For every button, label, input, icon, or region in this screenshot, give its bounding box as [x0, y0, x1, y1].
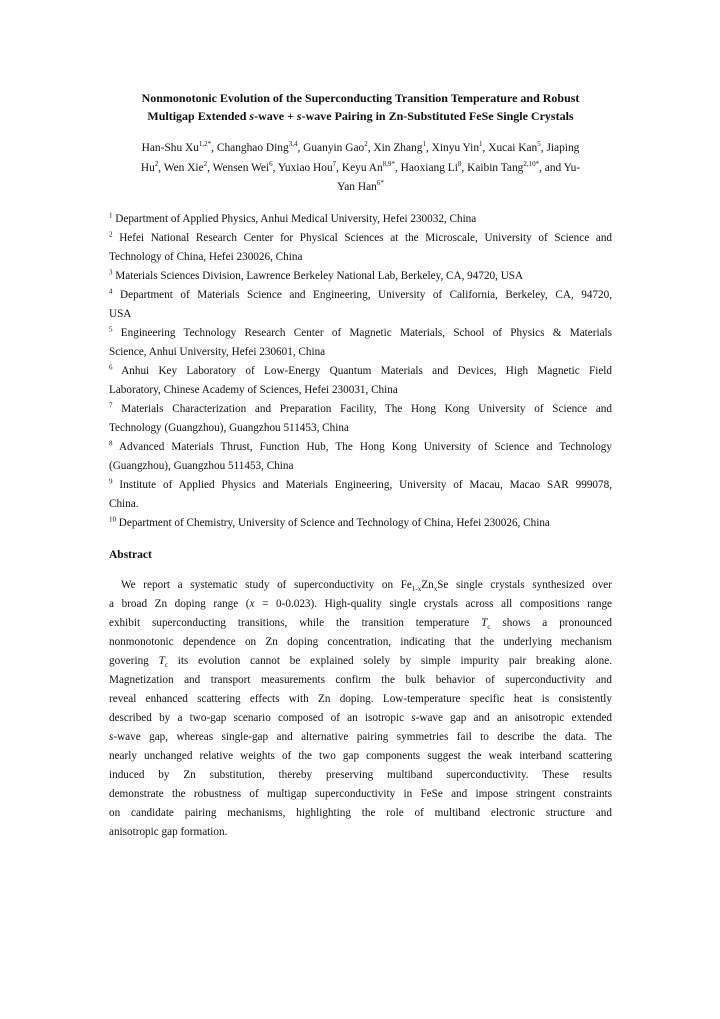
title-line-1: Nonmonotonic Evolution of the Superconducting Transition Temperature and Robust [141, 91, 580, 105]
affiliation-text: Hefei National Research Center for Physical Sciences at the Microscale, University of Science and [119, 231, 613, 244]
affiliation-line [109, 324, 612, 343]
affiliation-text: Materials Sciences Division, Lawrence Berkeley National Lab, Berkeley, CA, 94720, USA [115, 269, 524, 282]
author-affil-mark: 1 [479, 140, 483, 149]
affiliation-item [109, 514, 612, 533]
separator: , [425, 142, 432, 154]
author-affil-mark: 8,9* [382, 159, 395, 168]
affiliation-list [109, 210, 612, 533]
separator: , [461, 161, 468, 174]
abstract-text: We report a systematic study of superconductivity on Fe [121, 578, 412, 591]
affiliation-text: (Guangzhou), Guangzhou 511453, China [109, 459, 294, 472]
separator: , [482, 142, 489, 154]
abstract-line: nonmonotonic dependence on Zn doping concentration, indicating that the underlying mechanism [109, 635, 612, 648]
abstract-text: a broad Zn doping range ( [109, 597, 250, 610]
affiliation-item [109, 324, 612, 362]
affiliation-line [109, 343, 612, 362]
affiliation-text: Anhui Key Laboratory of Low-Energy Quantum Materials and Devices, High Magnetic Field [121, 364, 612, 377]
affiliation-line [109, 381, 612, 400]
affiliation-line [109, 362, 612, 381]
affiliation-number: 5 [109, 325, 113, 334]
abstract-heading: Abstract [109, 548, 152, 561]
affiliation-line [109, 476, 612, 495]
paper-title [109, 89, 612, 125]
separator: , [207, 161, 213, 174]
author-name: Xinyu Yin [431, 142, 480, 154]
subscript: c [164, 661, 168, 670]
affiliation-line [109, 457, 612, 476]
separator: , [336, 161, 342, 174]
author-name: Guanyin Gao [303, 142, 365, 154]
affiliation-number: 4 [109, 287, 113, 296]
author-affil-mark: 8 [457, 159, 462, 168]
author-line-2: Hu$^2$, Wen Xie$^2$, Wensen Wei$^6$, Yuxiao Hou$^7$, Keyu $An^{8,9*}$, Haoxiang Li$^8$, Kaibin Tang$^{2,10*}$, and Yu- [140, 159, 581, 174]
author-name: Han-Shu Xu [141, 142, 199, 154]
affiliation-number: 8 [109, 439, 113, 448]
author-name: Changhao Ding [216, 142, 289, 154]
affiliation-text: Department of Materials Science and Engineering, University of California, Berkeley, CA, 94720, [120, 288, 613, 301]
author-name: Xucai Kan [488, 142, 538, 154]
abstract-text: Zn [421, 578, 434, 591]
abstract-text: Se single crystals synthesized over [437, 578, 612, 591]
italic-symbol: T [158, 654, 165, 667]
affiliation-line [109, 495, 612, 514]
author-affil-mark: 7 [332, 159, 337, 168]
abstract-text: its evolution cannot be explained solely by simple impurity pair breaking alone. [167, 654, 612, 667]
subscript: x [433, 585, 438, 594]
author-affil-mark: 1 [422, 140, 426, 149]
author-name: Yuxiao Hou [277, 161, 333, 174]
abstract-line: induced by Zn substitution, thereby preserving multiband superconductivity. These results [109, 768, 612, 781]
author-line-1: Han-Shu $Xu^{1,2*}$, Changhao Ding$^{3,4}$, Guanyin Gao$^2$, Xin Zhang$^1$, Xinyu Yin$^1$, Xucai Kan$^5$, Jiaping [141, 140, 580, 154]
abstract-line [109, 576, 612, 595]
author-line-3 [109, 178, 612, 198]
affiliation-line [109, 438, 612, 457]
affiliation-text: Technology (Guangzhou), Guangzhou 511453, China [109, 421, 349, 434]
affiliation-text: Laboratory, Chinese Academy of Sciences, Hefei 230031, China [109, 383, 398, 396]
affiliation-text: Technology of China, Hefei 230026, China [109, 250, 303, 263]
affiliation-item [109, 362, 612, 400]
abstract-text: exhibit superconducting transitions, while the transition temperature [109, 616, 482, 629]
affiliation-number: 2 [109, 230, 113, 239]
affiliation-line [109, 229, 612, 248]
affiliation-text: Materials Characterization and Preparation Facility, The Hong Kong University of Science and [121, 402, 612, 415]
abstract-text: described by a two-gap scenario composed of an isotropic [109, 711, 412, 724]
author-affil-mark: 5 [537, 140, 541, 149]
separator: , [394, 161, 401, 174]
paper-page [109, 89, 612, 842]
affiliation-line [109, 400, 612, 419]
italic-symbol: T [481, 616, 488, 629]
affiliation-line [109, 514, 612, 533]
title-text: -wave Pairing in Zn-Substituted FeSe Single Crystals [301, 109, 574, 123]
abstract-line [109, 614, 612, 633]
abstract-line: nearly unchanged relative weights of the two gap components suggest the weak interband scattering [109, 749, 612, 762]
author-name: Wensen Wei [212, 161, 270, 174]
affiliation-text: China. [109, 497, 139, 510]
title-italic: s [296, 109, 302, 123]
italic-symbol: s [109, 730, 114, 743]
affiliation-text: Advanced Materials Thrust, Function Hub, The Hong Kong University of Science and Technology [118, 440, 612, 453]
author-affil-mark: 6* [376, 179, 384, 188]
separator: , [297, 142, 304, 154]
affiliation-number: 7 [109, 401, 113, 410]
abstract-line [109, 652, 612, 671]
affiliation-text: Department of Chemistry, University of Science and Technology of China, Hefei 230026, China [118, 516, 550, 529]
subscript: c [487, 623, 491, 632]
affiliation-text: Institute of Applied Physics and Materials Engineering, University of Macau, Macao SAR 999078, [119, 478, 612, 491]
author-name: Xin Zhang [373, 142, 423, 154]
abstract-line [109, 709, 612, 728]
author-name: Wen Xie [163, 161, 204, 174]
affiliation-number: 6 [109, 363, 113, 372]
affiliation-item [109, 438, 612, 476]
separator: , [367, 142, 374, 154]
affiliation-number: 10 [109, 515, 116, 524]
author-affil-mark: 3,4 [288, 140, 298, 149]
abstract-text: -wave gap and an anisotropic extended [415, 711, 612, 724]
abstract-line: anisotropic gap formation. [109, 825, 228, 838]
title-line-2 [109, 107, 612, 125]
affiliation-line [109, 267, 612, 286]
affiliation-number: 1 [109, 211, 113, 220]
abstract-line: reveal enhanced scattering effects with Zn doping. Low-temperature specific heat is consistently [109, 692, 612, 705]
abstract-text: shows a pronounced [490, 616, 613, 629]
author-affil-mark: 2 [364, 140, 368, 149]
italic-symbol: x [249, 597, 255, 610]
abstract-text: = 0-0.023). High-quality single crystals across all compositions range [254, 597, 613, 610]
author-name: Keyu An [341, 161, 383, 174]
separator: , and Yu- [539, 161, 581, 174]
affiliation-item [109, 400, 612, 438]
affiliation-number: 3 [109, 268, 113, 277]
affiliation-text: Science, Anhui University, Hefei 230601, China [109, 345, 326, 358]
title-text: -wave + [254, 109, 297, 123]
abstract-text: govering [109, 654, 159, 667]
separator: , [158, 161, 164, 174]
abstract-line [109, 595, 612, 614]
affiliation-line [109, 419, 612, 438]
affiliation-line [109, 210, 612, 229]
affiliation-line [109, 248, 612, 267]
author-name: Haoxiang Li [400, 161, 458, 174]
author-affil-mark: 2,10* [523, 159, 540, 168]
title-italic: s [249, 109, 255, 123]
affiliation-item [109, 476, 612, 514]
author-name: Kaibin Tang [467, 161, 524, 174]
abstract-text: -wave gap, whereas single-gap and alternative pairing symmetries fail to describe the data. The [113, 730, 612, 743]
affiliation-item [109, 267, 612, 286]
separator: , [211, 142, 217, 154]
affiliation-number: 9 [109, 477, 113, 486]
abstract-line: Magnetization and transport measurements confirm the bulk behavior of superconductivity and [109, 673, 612, 686]
author-affil-mark: 1,2* [198, 140, 212, 149]
affiliation-item [109, 210, 612, 229]
affiliation-item [109, 286, 612, 324]
affiliation-line [109, 305, 612, 324]
affiliation-text: Department of Applied Physics, Anhui Medical University, Hefei 230032, China [115, 212, 477, 225]
affiliation-item [109, 229, 612, 267]
author-list [109, 139, 612, 198]
affiliation-line [109, 286, 612, 305]
abstract-line [109, 728, 612, 747]
title-text: Multigap Extended [147, 109, 250, 123]
abstract-body [109, 576, 612, 842]
author-name: Yan Han [337, 181, 377, 194]
author-affil-mark: 2 [203, 159, 208, 168]
abstract-line: demonstrate the robustness of multigap superconductivity in FeSe and impose stringent constraints [109, 787, 612, 800]
author-affil-mark: 6 [269, 159, 273, 168]
subscript: 1-x [411, 585, 422, 594]
separator: , [272, 161, 278, 174]
italic-symbol: s [411, 711, 416, 724]
affiliation-text: Engineering Technology Research Center of Magnetic Materials, School of Physics & Materials [120, 326, 612, 339]
author-affil-mark: 2 [154, 159, 159, 168]
abstract-line: on candidate pairing mechanisms, highlighting the role of multiband electronic structure and [109, 806, 612, 819]
affiliation-text: USA [109, 307, 132, 320]
